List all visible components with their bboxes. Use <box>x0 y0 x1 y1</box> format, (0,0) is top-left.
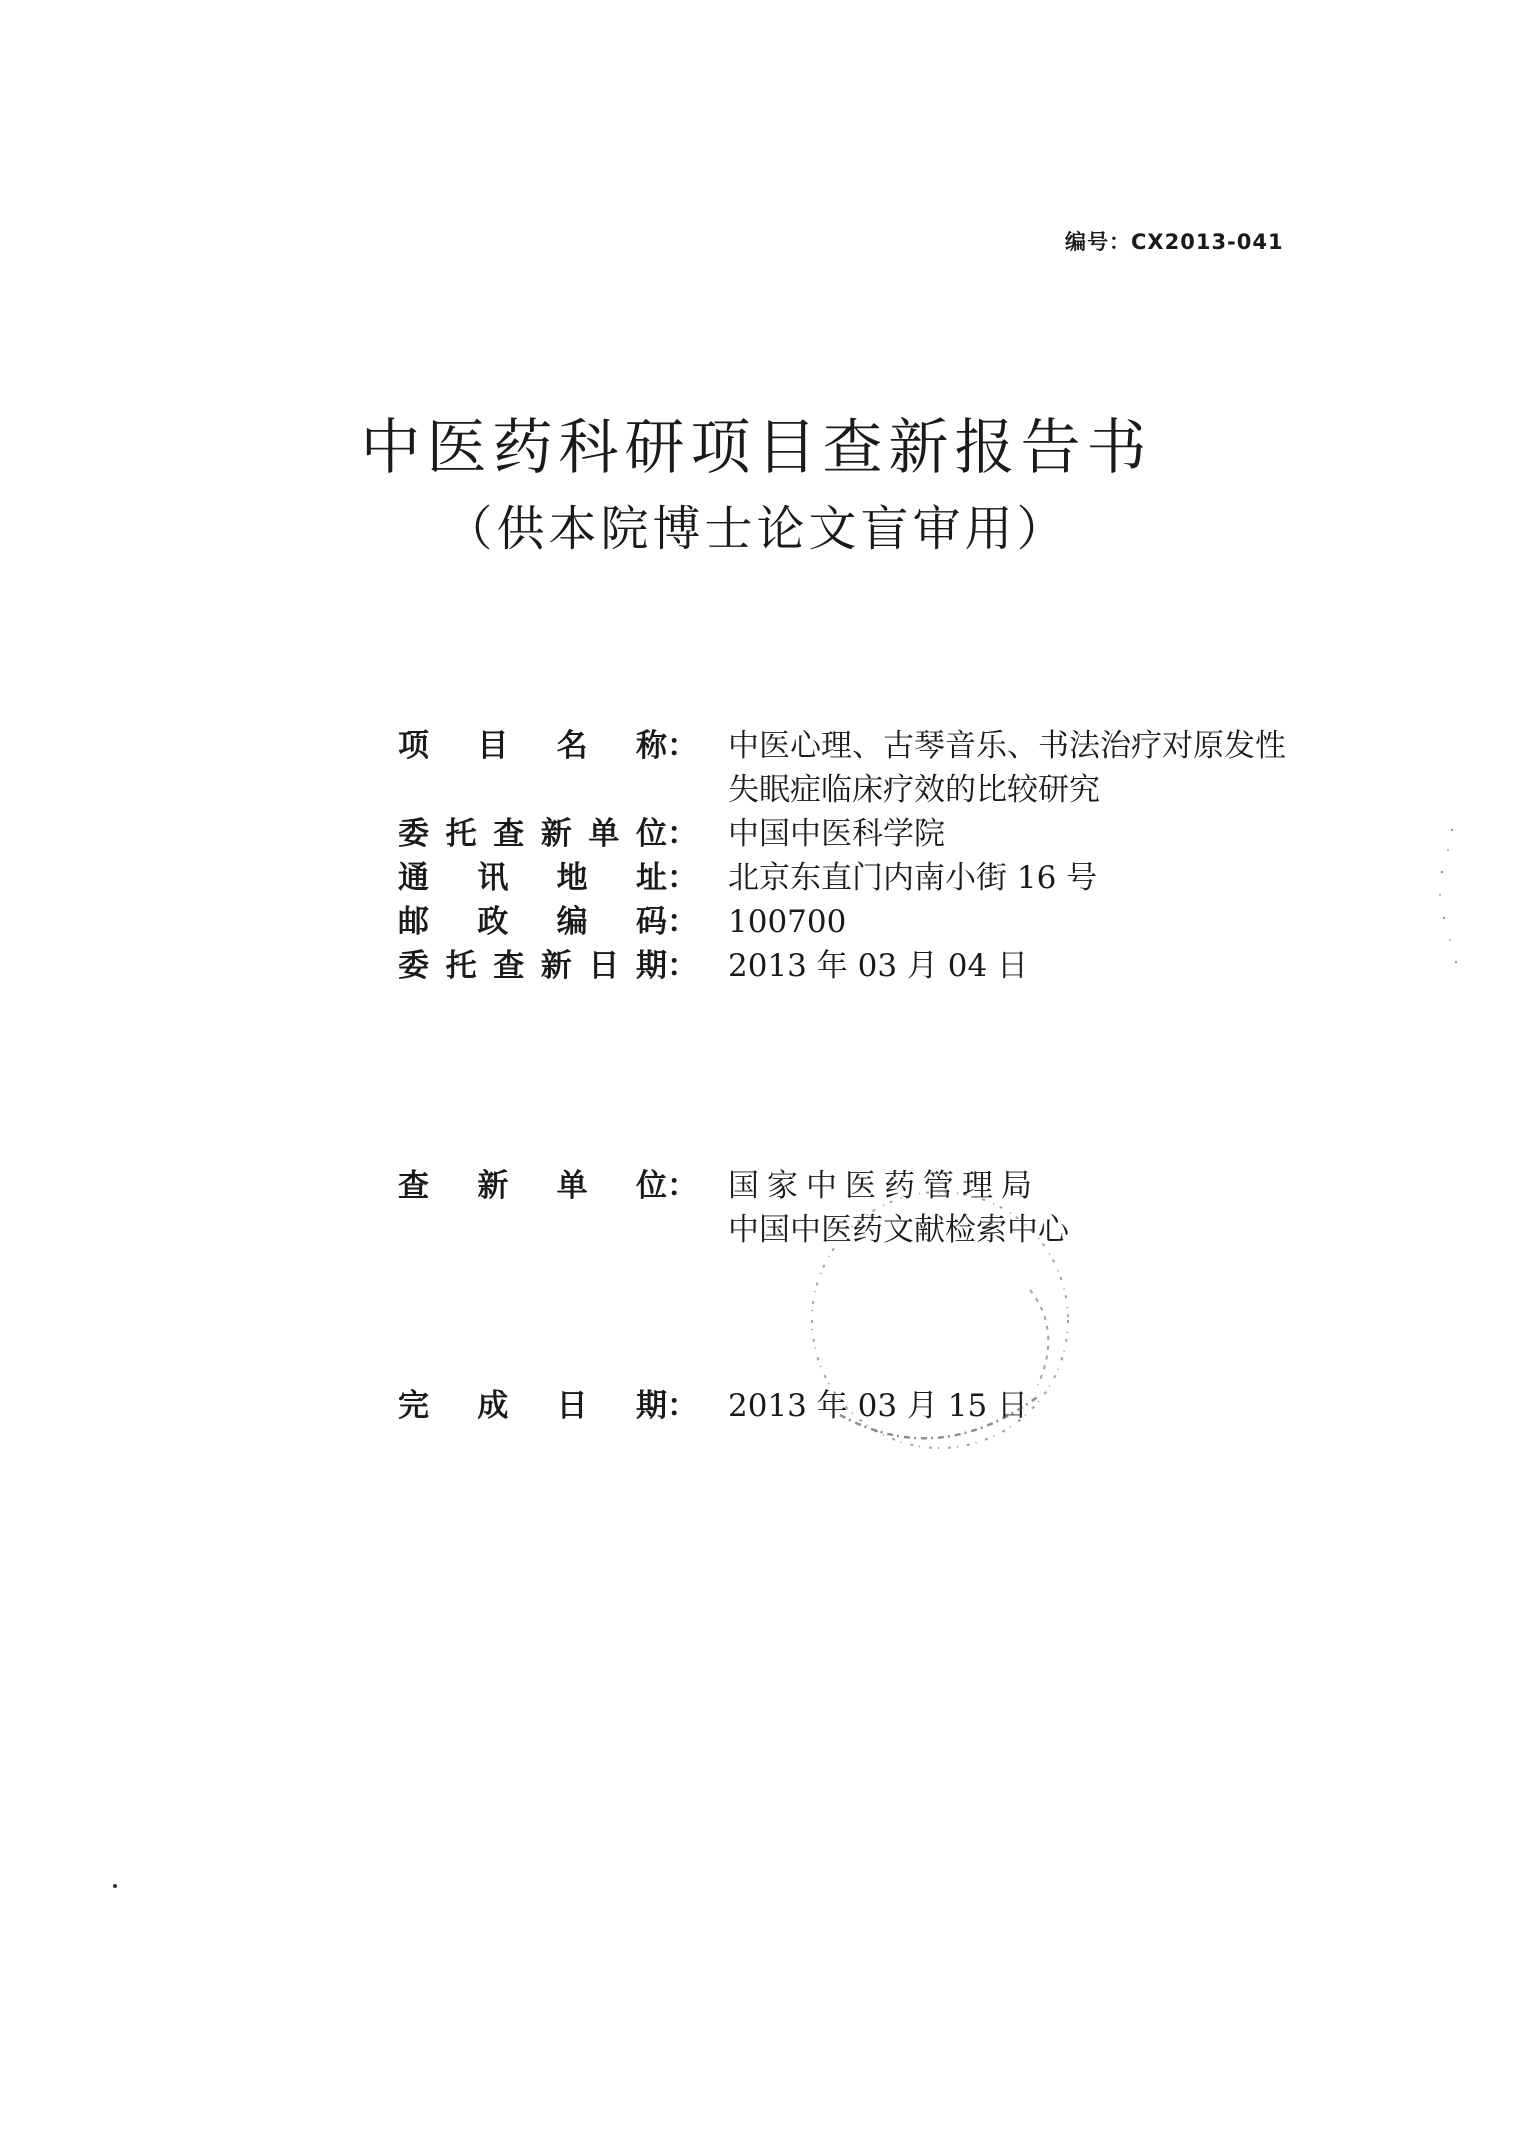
field-label: 委 托 查 新 日 期： <box>398 948 698 984</box>
field-label: 通 讯 地 址： <box>398 860 698 896</box>
field-label: 项 目 名 称： <box>398 728 698 764</box>
field-label: 查 新 单 位： <box>398 1168 698 1204</box>
project-name-value-line2: 失眠症临床疗效的比较研究 <box>728 772 1100 808</box>
completion-date-value: 2013 年 03 月 15 日 <box>728 1388 1029 1424</box>
field-label: 委 托 查 新 单 位： <box>398 816 698 852</box>
address-value: 北京东直门内南小街 16 号 <box>728 860 1098 896</box>
postcode-value: 100700 <box>728 904 847 940</box>
search-unit-value-line1: 国家中医药管理局 <box>728 1168 1040 1204</box>
report-subtitle: （供本院博士论文盲审用） <box>444 501 1069 557</box>
official-seal <box>800 1180 1080 1460</box>
client-date-value: 2013 年 03 月 04 日 <box>728 948 1029 984</box>
scan-speckle <box>1430 820 1470 980</box>
search-unit-value-line2: 中国中医药文献检索中心 <box>728 1212 1069 1248</box>
field-label: 邮 政 编 码： <box>398 904 698 940</box>
project-name-value-line1: 中医心理、古琴音乐、书法治疗对原发性 <box>728 728 1286 764</box>
field-label: 完 成 日 期： <box>398 1388 698 1424</box>
serial-number: 编号：CX2013-041 <box>1065 230 1284 254</box>
report-title: 中医药科研项目查新报告书 <box>360 413 1153 483</box>
client-unit-value: 中国中医科学院 <box>728 816 945 852</box>
scan-dot <box>113 1884 117 1888</box>
